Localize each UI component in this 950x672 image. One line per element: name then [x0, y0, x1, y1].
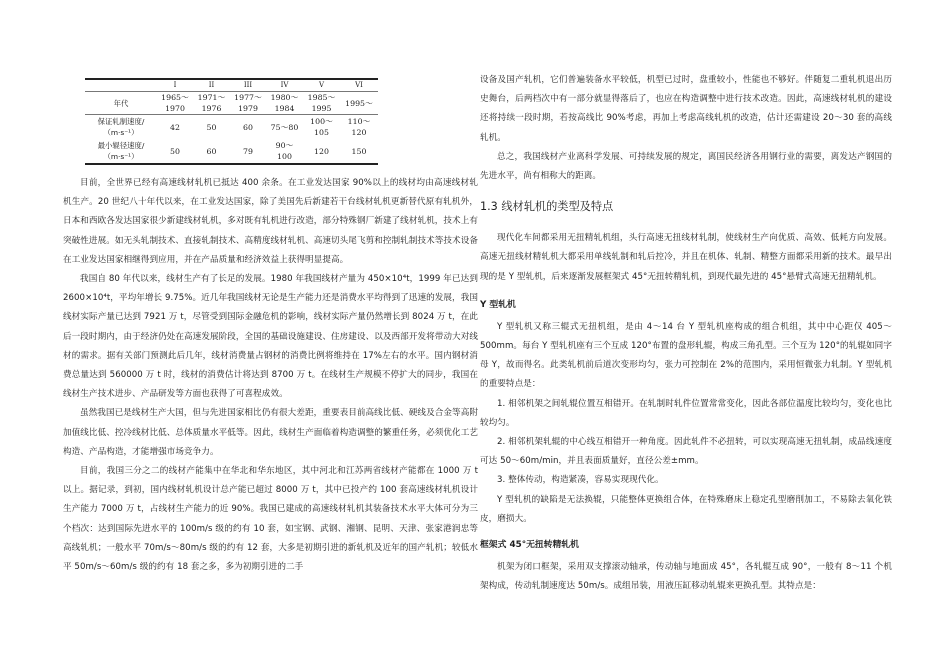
body-paragraph: 目前，全世界已经有高速线材轧机已抵达 400 余条。在工业发达国家 90%以上的线材均由高速线材轧机生产。20 世纪八十年代以来，在工业发达国家，除了美国先后新建若干台线材轧机更新替代原有轧机外，日本和西欧各发达国家很少新建线材轧机，多对既有轧机进行改造，部分特殊钢厂新建了线材轧机，技术上有突破性进展。如无头轧制技术、直接轧制技术、高精度线材轧机、高速切头尾飞剪和控制轧制技术等技术设备在工业发达国家相继得到应用，并在产品质量和经济效益上获得明显提高。	[63, 178, 478, 265]
table-year-cell: 1971～ 1976	[197, 93, 226, 113]
table-cell: 42	[157, 115, 193, 140]
table-cell: 150	[340, 139, 378, 164]
left-column	[63, 174, 478, 577]
table-year-cell: 1980～ 1984	[270, 93, 299, 113]
body-paragraph: 虽然我国已是线材生产大国，但与先进国家相比仍有很大差距，重要表目前高线比低、硬线及合金等高附加值线比低、控冷线材比低、总体质量水平低等。因此，线材生产面临着构造调整的繁重任务，必须优化工艺构造、产品构造，才能增强市场竞争力。	[63, 408, 478, 457]
table-cell: 60	[230, 115, 266, 140]
table-cell: 50	[157, 139, 193, 164]
table-year-cell: 1995～	[345, 98, 373, 108]
table-row	[85, 139, 378, 164]
body-paragraph: 我国自 80 年代以来，线材生产有了长足的发展。1980 年我国线材产量为 450×10⁴t，1999 年已达到 2600×10⁴t，平均年增长 9.75%。近几年我国线材无论是生产能力还是消费水平均得到了迅速的发展，我国线材实际产量已达到 7921 万 t，尽管受到国际金融危机的影响，线材实际产量仍然增长到 8024 万 t，在此后一段时期内，由于经济仍处在高速发展阶段，全国的基础设施建设、住房建设、以及西部开发将带动大对线材的需求。据有关部门预测此后几年，线材消费量占钢材的消费比例将维持在 17%左右的水平。国内钢材消费总量达到 560000 万 t 时，线材的消费估计将达到 8700 万 t。在线材生产规模不停扩大的同步，我国在线材生产技术进步、产品研发等方面也获得了可喜程成效。	[63, 274, 478, 400]
body-paragraph: Y 型轧机又称三辊式无扭机组，是由 4～14 台 Y 型轧机座构成的组合机组，其中中心距仅 405～500mm。每台 Y 型轧机座有三个互成 120°布置的盘形轧辊，构成三角孔型。三个互为 120°的轧辊如同字母 Y，故而得名。此类轧机前后道次变形均匀，张力可控制在 2%的范围内，采用恒微张力轧制。Y 型轧机的重要特点是：	[480, 321, 892, 390]
table-years-row	[85, 92, 378, 115]
section-heading: 1.3 线材轧机的类型及特点	[480, 200, 614, 214]
table-year-cell: 1985～ 1995	[307, 93, 336, 113]
table-row-label: 最小辊径速度/（m·s⁻¹）	[85, 139, 157, 164]
body-paragraph: 机架为闭口框架，采用双支撑滚动轴承，传动轴与地面成 45°，各轧辊互成 90°，一般有 8～11 个机架构成，传动轧制速度达 50m/s。成组吊装，用液压缸移动轧辊来更换孔型。其特点是：	[480, 562, 892, 592]
subsection-heading: Y 型轧机	[480, 299, 516, 310]
table-cell: 100～ 105	[303, 115, 340, 140]
table-corner-cell	[85, 79, 157, 92]
table-cell: 50	[193, 115, 230, 140]
body-paragraph: 1. 相邻机架之间轧辊位置互相错开。在轧制时轧件位置常常变化，因此各部位温度比较均匀，变化也比较均匀。	[480, 398, 892, 428]
body-paragraph: 2. 相邻机架轧辊的中心线互相错开一种角度。因此轧件不必扭转，可以实现高速无扭轧制，成品线速度可达 50～60m/min，并且表面质量好，直径公差±mm。	[480, 437, 892, 467]
table-cell: 60	[193, 139, 230, 164]
table-roman-header: I	[157, 79, 193, 92]
table-row-label: 保证轧制速度/（m·s⁻¹）	[85, 115, 157, 140]
table-cell: 79	[230, 139, 266, 164]
table-year-cell: 1965～ 1970	[161, 93, 189, 113]
subsection-heading: 框架式 45°无扭转精轧机	[480, 540, 579, 551]
table-cell: 75～80	[266, 115, 303, 140]
table-header-roman-row	[85, 79, 378, 92]
right-column	[480, 71, 892, 596]
table-roman-header: VI	[340, 79, 378, 92]
body-paragraph: Y 型轧机的缺陷是无法换辊，只能整体更换组合体，在特殊磨床上稳定孔型磨削加工，不易除去氧化铁皮，磨损大。	[480, 494, 892, 524]
table-row	[85, 115, 378, 140]
table-year-label: 年代	[113, 98, 129, 108]
body-paragraph: 目前，我国三分之二的线材产能集中在华北和华东地区，其中河北和江苏两省线材产能都在 1000 万 t 以上。据记录，到初，国内线材轧机设计总产能已超过 8000 万 t，其中已投产约 100 套高速线材轧机设计生产能力 7000 万 t，占线材生产能力的近 90%。我国已建成的高速线材轧机其装备技术水平大体可分为三个档次：达到国际先进水平的 100m/s 级的约有 10 套，如宝钢、武钢、湘钢、昆明、天津、张家港润忠等高线轧机；一般水平 70m/s～80m/s 级的约有 12 套，大多是初期引进的新轧机及近年的国产轧机；较低水平 50m/s～60m/s 级的约有 18 套之多，多为初期引进的二手	[63, 466, 478, 573]
body-paragraph: 3. 整体传动，构造紧凑，容易实现现代化。	[497, 475, 664, 486]
table-year-cell: 1977～ 1979	[234, 93, 262, 113]
table-cell: 90～ 100	[266, 139, 303, 164]
table-cell: 110～ 120	[340, 115, 378, 140]
table-roman-header: II	[193, 79, 230, 92]
body-paragraph: 设备及国产轧机，它们普遍装备水平较低，机型已过时，盘重较小，性能也不够好。伴随复二重轧机退出历史舞台，后两档次中有一部分就显得落后了，也应在构造调整中进行技术改造。因此，高速线材轧机的建设还将持续一段时期，若按高线比 90%考虑，再加上考虑高线轧机的改造，估计还需建设 20～30 套的高线轧机。	[480, 75, 892, 143]
body-paragraph: 总之，我国线材产业离科学发展、可持续发展的规定，离国民经济各用钢行业的需要，离发达产钢国的先进水平，尚有相称大的距离。	[480, 151, 892, 182]
body-paragraph: 现代化车间都采用无扭精轧机组，头行高速无扭线材轧制，使线材生产向优质、高效、低耗方向发展。高速无扭线材精轧机大都采用单线轧制和轧后控冷，并且在机体、轧制、精整方面都采用新的技术。最早出现的是 Y 型轧机，后来逐渐发展框架式 45°无扭转精轧机，到现代最先进的 45°悬臂式高速无扭精轧机。	[480, 233, 892, 282]
rolling-speed-table	[85, 78, 378, 165]
table-cell: 120	[303, 139, 340, 164]
table-roman-header: IV	[266, 79, 303, 92]
table-roman-header: V	[303, 79, 340, 92]
table-roman-header: III	[230, 79, 266, 92]
